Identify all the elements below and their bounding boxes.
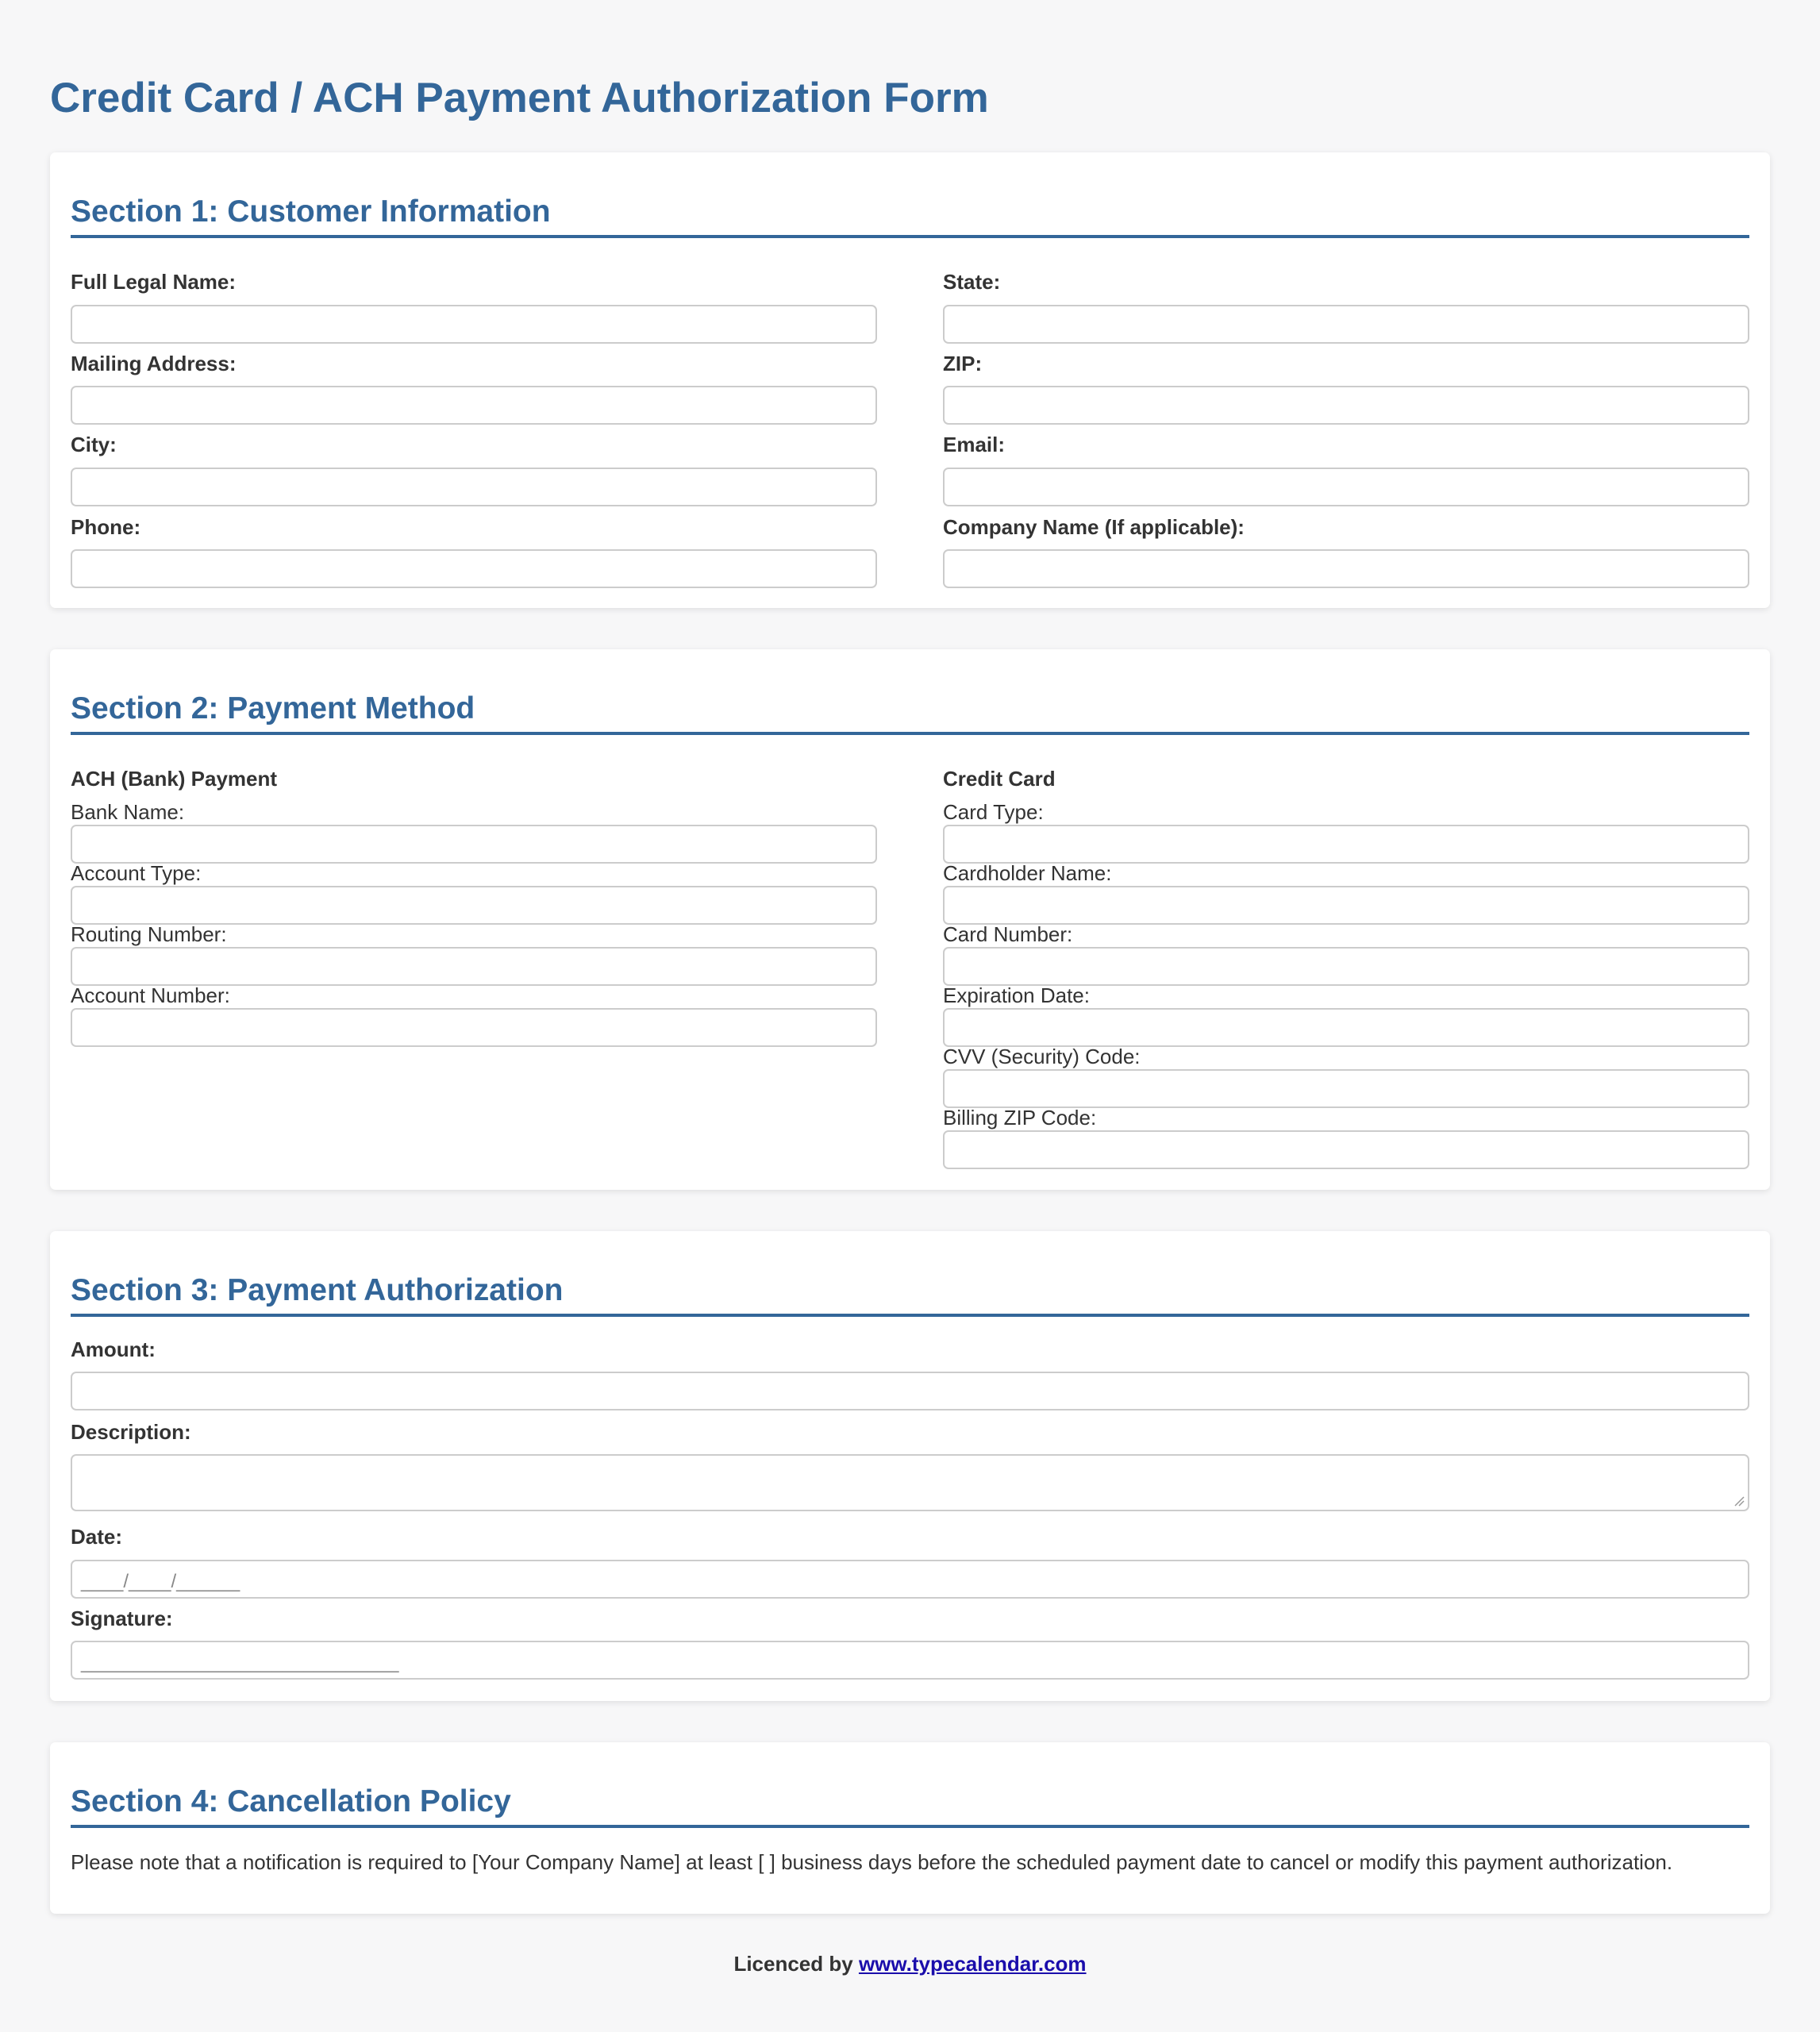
amount-input[interactable] bbox=[71, 1372, 1749, 1410]
footer-link[interactable]: www.typecalendar.com bbox=[858, 1952, 1087, 1976]
section-payment-authorization bbox=[50, 1231, 1770, 1701]
billing-zip-input[interactable] bbox=[943, 1130, 1749, 1169]
cardholder-name-label: Cardholder Name: bbox=[943, 861, 1112, 885]
card-number-label: Card Number: bbox=[943, 922, 1073, 946]
section-4-title: Section 4: Cancellation Policy bbox=[71, 1783, 1749, 1828]
full-legal-name-input[interactable] bbox=[71, 305, 877, 344]
amount-label: Amount: bbox=[71, 1337, 156, 1361]
section-1-title: Section 1: Customer Information bbox=[71, 193, 1749, 238]
signature-label: Signature: bbox=[71, 1607, 173, 1630]
resize-handle-icon[interactable] bbox=[1733, 1495, 1745, 1507]
account-number-input[interactable] bbox=[71, 1008, 877, 1047]
footer-prefix: Licenced by bbox=[733, 1952, 853, 1976]
bank-name-input[interactable] bbox=[71, 825, 877, 864]
zip-label: ZIP: bbox=[943, 352, 983, 375]
routing-number-input[interactable] bbox=[71, 947, 877, 986]
ach-heading: ACH (Bank) Payment bbox=[71, 767, 278, 791]
account-number-label: Account Number: bbox=[71, 983, 230, 1007]
bank-name-label: Bank Name: bbox=[71, 800, 185, 824]
cancellation-policy-text: Please note that a notification is required to [Your Company Name] at least [ ] business days before the scheduled payment date to cancel or modify this payment authorization. bbox=[71, 1850, 1673, 1874]
account-type-input[interactable] bbox=[71, 886, 877, 925]
description-label: Description: bbox=[71, 1420, 191, 1444]
company-name-input[interactable] bbox=[943, 549, 1749, 588]
city-input[interactable] bbox=[71, 468, 877, 506]
card-type-input[interactable] bbox=[943, 825, 1749, 864]
state-input[interactable] bbox=[943, 305, 1749, 344]
section-payment-method bbox=[50, 649, 1770, 1190]
account-type-label: Account Type: bbox=[71, 861, 202, 885]
billing-zip-label: Billing ZIP Code: bbox=[943, 1106, 1097, 1130]
city-label: City: bbox=[71, 433, 117, 456]
phone-input[interactable] bbox=[71, 549, 877, 588]
card-type-label: Card Type: bbox=[943, 800, 1044, 824]
cvv-code-label: CVV (Security) Code: bbox=[943, 1045, 1141, 1068]
routing-number-label: Routing Number: bbox=[71, 922, 227, 946]
expiration-date-label: Expiration Date: bbox=[943, 983, 1090, 1007]
date-label: Date: bbox=[71, 1525, 123, 1549]
phone-label: Phone: bbox=[71, 515, 141, 539]
zip-input[interactable] bbox=[943, 386, 1749, 425]
state-label: State: bbox=[943, 270, 1001, 294]
card-number-input[interactable] bbox=[943, 947, 1749, 986]
credit-card-heading: Credit Card bbox=[943, 767, 1056, 791]
mailing-address-input[interactable] bbox=[71, 386, 877, 425]
company-name-label: Company Name (If applicable): bbox=[943, 515, 1245, 539]
expiration-date-input[interactable] bbox=[943, 1008, 1749, 1047]
description-textarea[interactable] bbox=[71, 1454, 1749, 1511]
email-input[interactable] bbox=[943, 468, 1749, 506]
cardholder-name-input[interactable] bbox=[943, 886, 1749, 925]
section-2-title: Section 2: Payment Method bbox=[71, 690, 1749, 735]
page-title: Credit Card / ACH Payment Authorization Form bbox=[50, 75, 989, 121]
email-label: Email: bbox=[943, 433, 1006, 456]
cvv-code-input[interactable] bbox=[943, 1069, 1749, 1108]
section-cancellation-policy bbox=[50, 1742, 1770, 1914]
section-3-title: Section 3: Payment Authorization bbox=[71, 1272, 1749, 1317]
section-customer-information bbox=[50, 152, 1770, 608]
full-legal-name-label: Full Legal Name: bbox=[71, 270, 237, 294]
signature-input[interactable]: ______________________________ bbox=[71, 1641, 1749, 1680]
date-input[interactable]: ____/____/______ bbox=[71, 1560, 1749, 1599]
footer bbox=[0, 1952, 1820, 1976]
mailing-address-label: Mailing Address: bbox=[71, 352, 237, 375]
